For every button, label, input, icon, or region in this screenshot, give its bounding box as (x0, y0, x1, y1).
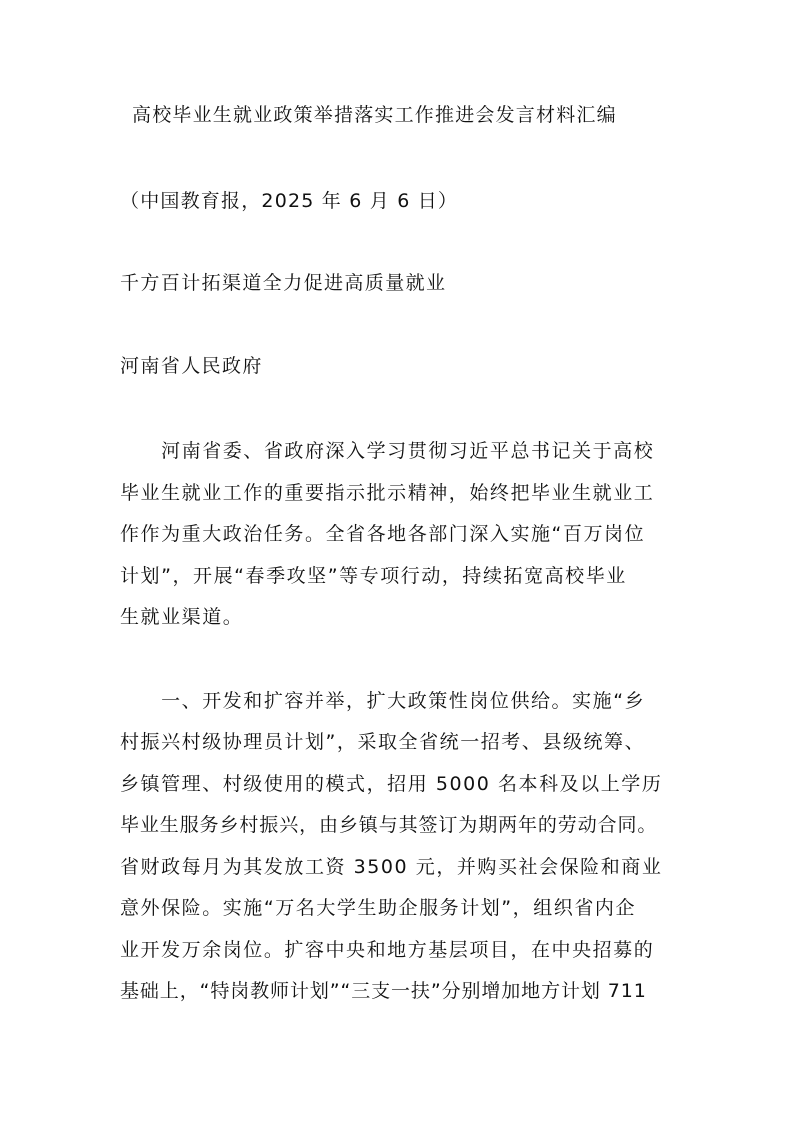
paragraph-line: 毕业生服务乡村振兴，由乡镇与其签订为期两年的劳动合同。 (120, 814, 658, 836)
document-author: 河南省人民政府 (120, 355, 263, 377)
paragraph-line: 生就业渠道。 (120, 606, 244, 628)
paragraph-line: 省财政每月为其发放工资 3500 元，并购买社会保险和商业 (120, 856, 663, 878)
paragraph-line: 意外保险。实施“万名大学生助企服务计划”，组织省内企 (120, 897, 636, 919)
paragraph-line: 业开发万余岗位。扩容中央和地方基层项目，在中央招募的 (120, 939, 655, 961)
paragraph-line: 基础上，“特岗教师计划”“三支一扶”分别增加地方计划 711 (120, 980, 647, 1002)
paragraph-line: 作作为重大政治任务。全省各地各部门深入实施“百万岗位 (120, 523, 646, 545)
paragraph-line: 乡镇管理、村级使用的模式，招用 5000 名本科及以上学历 (120, 773, 663, 795)
paragraph-line: 村振兴村级协理员计划”，采取全省统一招考、县级统筹、 (120, 731, 646, 753)
document-title: 高校毕业生就业政策举措落实工作推进会发言材料汇编 (132, 104, 617, 126)
paragraph-line: 毕业生就业工作的重要指示批示精神，始终把毕业生就业工 (120, 482, 655, 504)
document-subtitle: 千方百计拓渠道全力促进高质量就业 (120, 272, 447, 294)
paragraph-line: 计划”，开展“春季攻坚”等专项行动，持续拓宽高校毕业 (120, 565, 627, 587)
paragraph-line: 一、开发和扩容并举，扩大政策性岗位供给。实施“乡 (120, 690, 646, 712)
paragraph-line: 河南省委、省政府深入学习贯彻习近平总书记关于高校 (120, 440, 655, 462)
document-source: （中国教育报，2025 年 6 月 6 日） (120, 190, 459, 212)
